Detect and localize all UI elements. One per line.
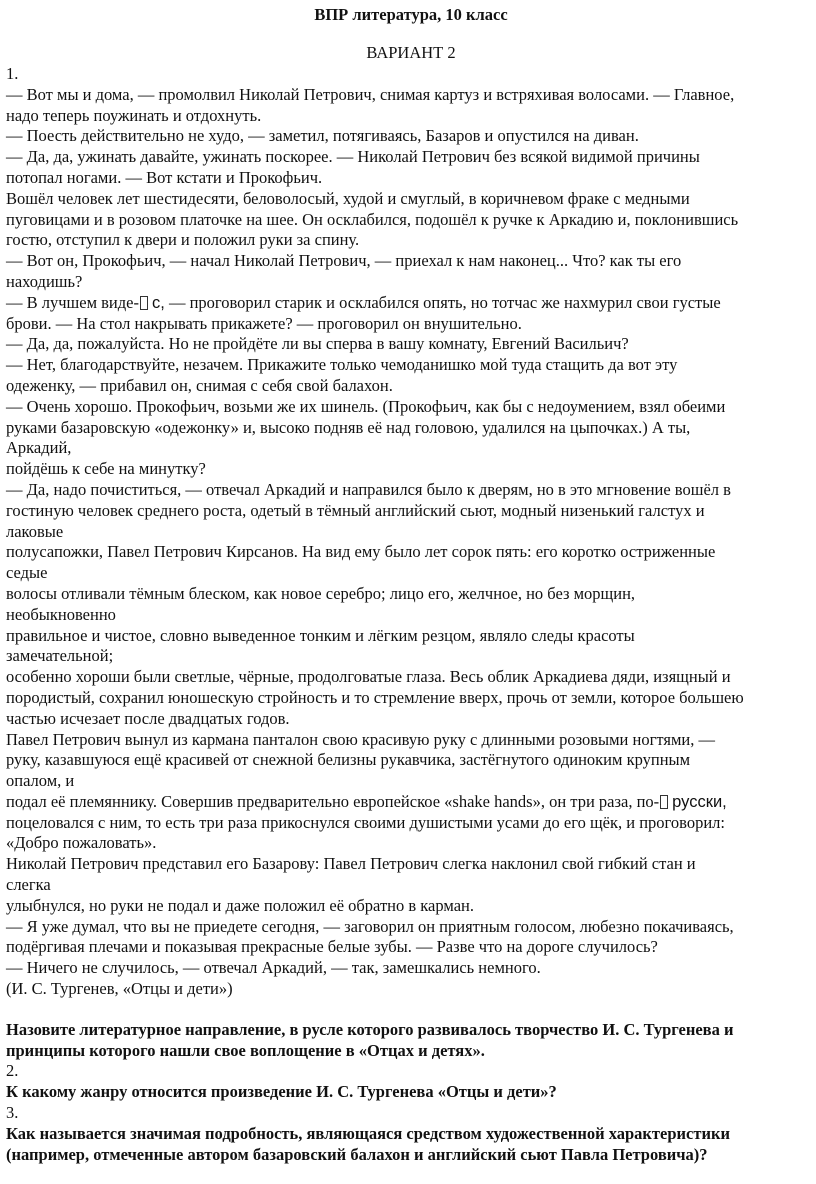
text-line: поцеловался с ним, то есть три раза прикоснулся своими душистыми усами до его щёк, и проговорил: [6, 812, 725, 832]
text-line: — Поесть действительно не худо, — заметил, потягиваясь, Базаров и опустился на диван. [6, 126, 639, 146]
task-number: 1. [6, 64, 19, 83]
text-line: полусапожки, Павел Петрович Кирсанов. На вид ему было лет сорок пять: его коротко остриженные [6, 542, 716, 562]
text-fragment: — В лучшем виде- [6, 292, 139, 312]
text-line: необыкновенно [6, 604, 116, 624]
missing-glyph-icon [140, 296, 148, 310]
text-line: особенно хороши были светлые, чёрные, продолговатые глаза. Весь облик Аркадиева дяди, изящный и [6, 667, 731, 687]
text-line: «Добро пожаловать». [6, 833, 157, 853]
question-line: К какому жанру относится произведение И. С. Тургенева «Отцы и дети»? [6, 1082, 557, 1102]
text-line: надо теперь поужинать и отдохнуть. [6, 105, 262, 125]
question-line: (например, отмеченные автором базаровский балахон и английский сьют Павла Петровича)? [6, 1144, 708, 1164]
text-line: — Ничего не случилось, — отвечал Аркадий, — так, замешкались немного. [6, 958, 541, 978]
text-fragment: с, [151, 293, 165, 312]
text-fragment: подал её племяннику. Совершив предварительно европейское «shake hands», он три раза, по- [6, 791, 660, 811]
text-line: — Да, да, пожалуйста. Но не пройдёте ли вы сперва в вашу комнату, Евгений Васильич? [6, 334, 629, 354]
task-2 [6, 1061, 814, 1103]
text-line: — Да, да, ужинать давайте, ужинать поскорее. — Николай Петрович без всякой видимой причины [6, 147, 700, 167]
text-line: — Да, надо почиститься, — отвечал Аркадий и направился было к дверям, но в это мгновение вошёл в [6, 479, 731, 499]
text-line: гостиную человек среднего роста, одетый в тёмный английский сьют, модный низенький галстух и [6, 500, 705, 520]
text-line: руку, казавшуюся ещё красивей от снежной белизны рукавчика, застёгнутого одиноким крупным [6, 750, 691, 770]
question-line: Как называется значимая подробность, являющаяся средством художественной характеристики [6, 1123, 730, 1143]
text-line: брови. — На стол накрывать прикажете? — проговорил он внушительно. [6, 313, 522, 333]
spacer [6, 1000, 814, 1020]
text-line: пуговицами и в розовом платочке на шее. Он осклабился, подошёл к ручке к Аркадию и, поклонившись [6, 209, 739, 229]
text-line: — Очень хорошо. Прокофьич, возьми же их шинель. (Прокофьич, как бы с недоумением, взял обеими [6, 396, 726, 416]
text-line: улыбнулся, но руки не подал и даже положил её обратно в карман. [6, 895, 474, 915]
text-fragment: русски, [672, 792, 727, 811]
text-line: Павел Петрович вынул из кармана панталон свою красивую руку с длинными розовыми ногтями, — [6, 729, 715, 749]
text-line: замечательной; [6, 646, 114, 666]
task-1 [6, 64, 814, 1061]
question-line: Назовите литературное направление, в русле которого развивалось творчество И. С. Тургенева и [6, 1019, 734, 1039]
variant-heading: ВАРИАНТ 2 [366, 43, 456, 62]
text-line: пойдёшь к себе на минутку? [6, 459, 206, 479]
text-line: волосы отливали тёмным блеском, как новое серебро; лицо его, желчное, но без морщин, [6, 583, 636, 603]
text-line: — Вот он, Прокофьич, — начал Николай Петрович, — приехал к нам наконец... Что? как ты его [6, 251, 682, 271]
text-line: подёргивая плечами и показывая прекрасные белые зубы. — Разве что на дороге случилось? [6, 937, 658, 957]
text-line: — Нет, благодарствуйте, незачем. Прикажите только чемоданишко мой туда стащить да вот эту [6, 355, 678, 375]
question-line: принципы которого нашли свое воплощение в «Отцах и детях». [6, 1040, 485, 1060]
text-line: потопал ногами. — Вот кстати и Прокофьич. [6, 167, 323, 187]
text-line: частью исчезает после двадцатых годов. [6, 708, 290, 728]
text-line: седые [6, 563, 48, 583]
text-line: лаковые [6, 521, 64, 541]
text-fragment: — проговорил старик и осклабился опять, но тотчас же нахмурил свои густые [164, 292, 721, 312]
document-title: ВПР литература, 10 класс [314, 5, 508, 24]
text-line: одеженку, — прибавил он, снимая с себя свой балахон. [6, 375, 393, 395]
source-citation: (И. С. Тургенев, «Отцы и дети») [6, 979, 233, 999]
task-number: 3. [6, 1103, 19, 1123]
text-line: слегка [6, 875, 51, 895]
text-line: — Я уже думал, что вы не приедете сегодня, — заговорил он приятным голосом, любезно покачиваясь, [6, 916, 734, 936]
missing-glyph-icon [660, 795, 668, 809]
text-line [6, 293, 814, 314]
text-line: находишь? [6, 271, 83, 291]
text-line [6, 792, 814, 813]
text-line: руками базаровскую «одежонку» и, высоко подняв её над головою, удалился на цыпочках.) А ты, [6, 417, 691, 437]
text-line: гостю, отступил к двери и положил руки за спину. [6, 230, 360, 250]
text-line: — Вот мы и дома, — промолвил Николай Петрович, снимая картуз и встряхивая волосами. — Главное, [6, 84, 735, 104]
text-line: Вошёл человек лет шестидесяти, беловолосый, худой и смуглый, в коричневом фраке с медными [6, 188, 690, 208]
text-line: Аркадий, [6, 438, 72, 458]
text-line: породистый, сохранил юношескую стройность и то стремление вверх, прочь от земли, которое большею [6, 687, 744, 707]
text-line: правильное и чистое, словно выведенное тонким и лёгким резцом, являло следы красоты [6, 625, 635, 645]
text-line: опалом, и [6, 771, 75, 791]
task-number: 2. [6, 1061, 19, 1081]
task-3 [6, 1103, 814, 1165]
text-line: Николай Петрович представил его Базарову: Павел Петрович слегка наклонил свой гибкий стан и [6, 854, 696, 874]
